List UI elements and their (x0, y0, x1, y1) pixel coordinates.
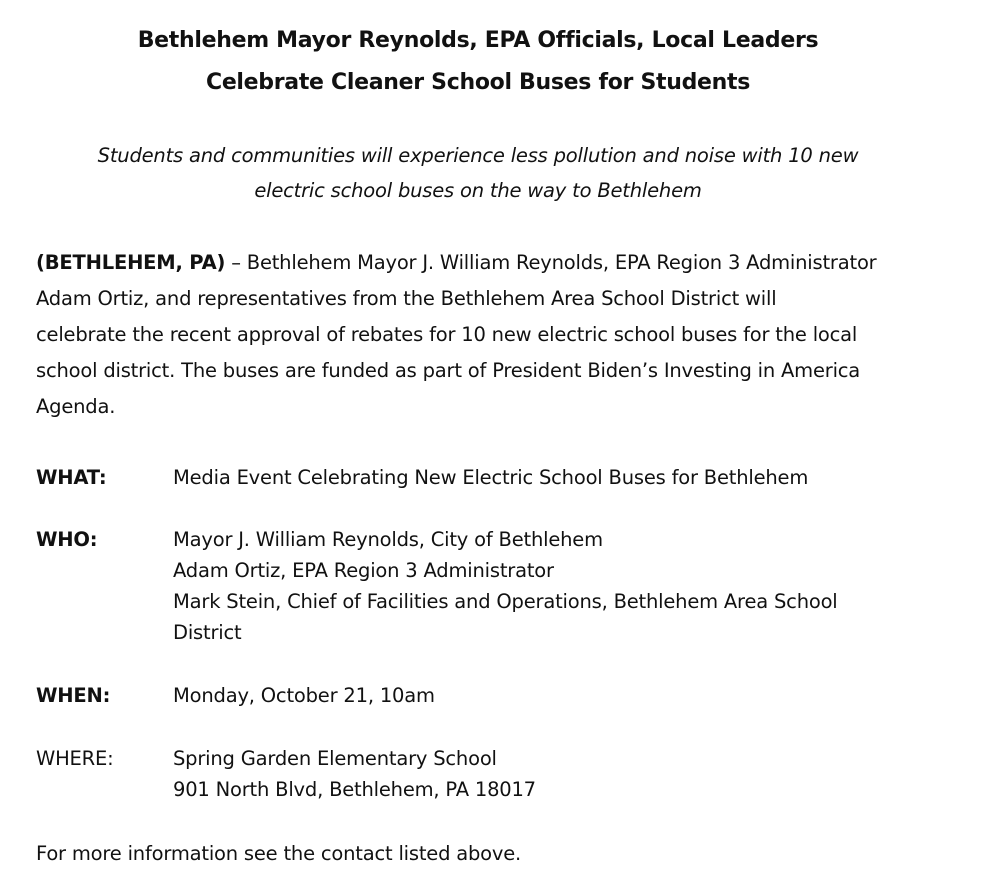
what-label: WHAT: (36, 466, 107, 489)
footer-note: For more information see the contact listed above. (36, 842, 522, 865)
who-line: Mark Stein, Chief of Facilities and Operations, Bethlehem Area School (173, 590, 838, 613)
body-line-4: school district. The buses are funded as part of President Biden’s Investing in America (36, 359, 861, 382)
who-line: Adam Ortiz, EPA Region 3 Administrator (173, 559, 554, 582)
headline-line-1: Bethlehem Mayor Reynolds, EPA Officials, Local Leaders (137, 28, 819, 53)
where-line: Spring Garden Elementary School (173, 747, 497, 770)
dateline: (BETHLEHEM, PA) (36, 251, 226, 274)
where-line: 901 North Blvd, Bethlehem, PA 18017 (173, 778, 536, 801)
who-line: Mayor J. William Reynolds, City of Bethlehem (173, 528, 603, 551)
when-value (173, 680, 963, 711)
subheadline-line-1: Students and communities will experience less pollution and noise with 10 new (97, 144, 859, 167)
who-label: WHO: (36, 528, 98, 551)
who-value (173, 524, 963, 648)
when-value-text: Monday, October 21, 10am (173, 684, 435, 707)
where-label: WHERE: (36, 747, 114, 770)
body-line-1-text: – Bethlehem Mayor J. William Reynolds, EPA Region 3 Administrator (225, 251, 877, 274)
body-line-2: Adam Ortiz, and representatives from the Bethlehem Area School District will (36, 287, 777, 310)
what-value-text: Media Event Celebrating New Electric School Buses for Bethlehem (173, 466, 809, 489)
what-value (173, 462, 963, 493)
headline-line-2: Celebrate Cleaner School Buses for Students (205, 70, 751, 95)
body-line-1 (36, 245, 956, 281)
when-label: WHEN: (36, 684, 111, 707)
body-paragraph (36, 245, 956, 425)
body-line-3: celebrate the recent approval of rebates for 10 new electric school buses for the local (36, 323, 858, 346)
headline (0, 20, 956, 104)
where-value (173, 743, 963, 805)
subheadline (0, 138, 956, 208)
who-line: District (173, 621, 242, 644)
body-line-5: Agenda. (36, 395, 116, 418)
subheadline-line-2: electric school buses on the way to Bethlehem (254, 179, 702, 202)
